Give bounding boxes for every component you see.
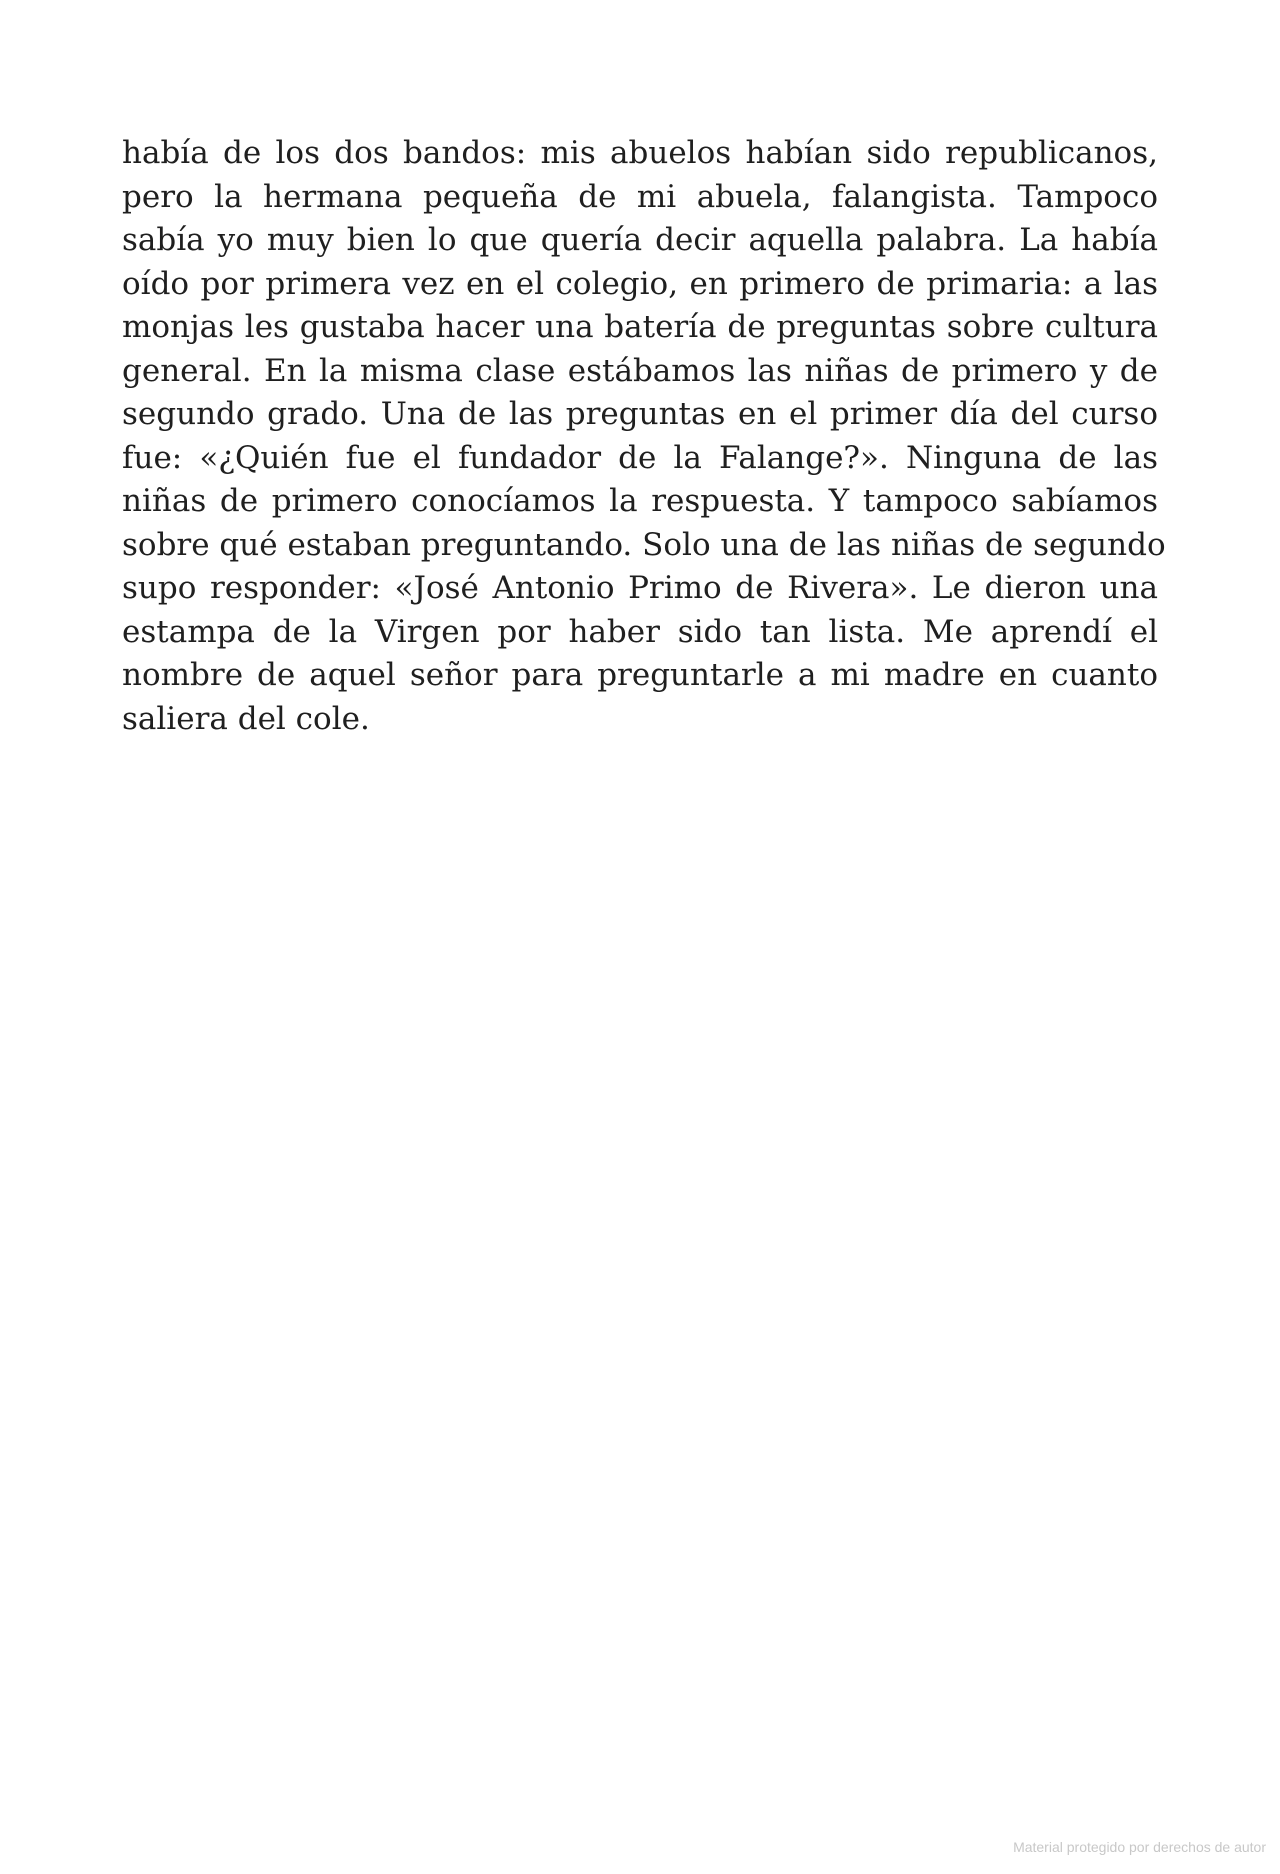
copyright-notice: Material protegido por derechos de autor <box>1013 1839 1266 1855</box>
text-line: sobre qué estaban preguntando. Solo una de las niñas de segundo <box>122 526 1166 563</box>
text-line: oído por primera vez en el colegio, en primero de primaria: a las <box>122 265 1158 302</box>
text-line: monjas les gustaba hacer una batería de preguntas sobre cultura <box>122 309 1158 345</box>
text-line: sabía yo muy bien lo que quería decir aquella palabra. La había <box>122 222 1158 258</box>
text-line: pero la hermana pequeña de mi abuela, falangista. Tampoco <box>122 178 1158 215</box>
text-line: segundo grado. Una de las preguntas en el primer día del curso <box>122 396 1158 432</box>
text-line: supo responder: «José Antonio Primo de Rivera». Le dieron una <box>122 570 1158 606</box>
text-line: niñas de primero conocíamos la respuesta. Y tampoco sabíamos <box>122 483 1158 519</box>
text-line: general. En la misma clase estábamos las niñas de primero y de <box>122 352 1158 389</box>
body-paragraph <box>122 132 1166 741</box>
text-line: saliera del cole. <box>122 700 370 737</box>
text-line: nombre de aquel señor para preguntarle a mi madre en cuanto <box>122 657 1158 693</box>
text-line: estampa de la Virgen por haber sido tan lista. Me aprendí el <box>122 613 1158 650</box>
text-line: había de los dos bandos: mis abuelos habían sido republicanos, <box>122 135 1158 171</box>
text-line: fue: «¿Quién fue el fundador de la Falange?». Ninguna de las <box>122 439 1158 476</box>
